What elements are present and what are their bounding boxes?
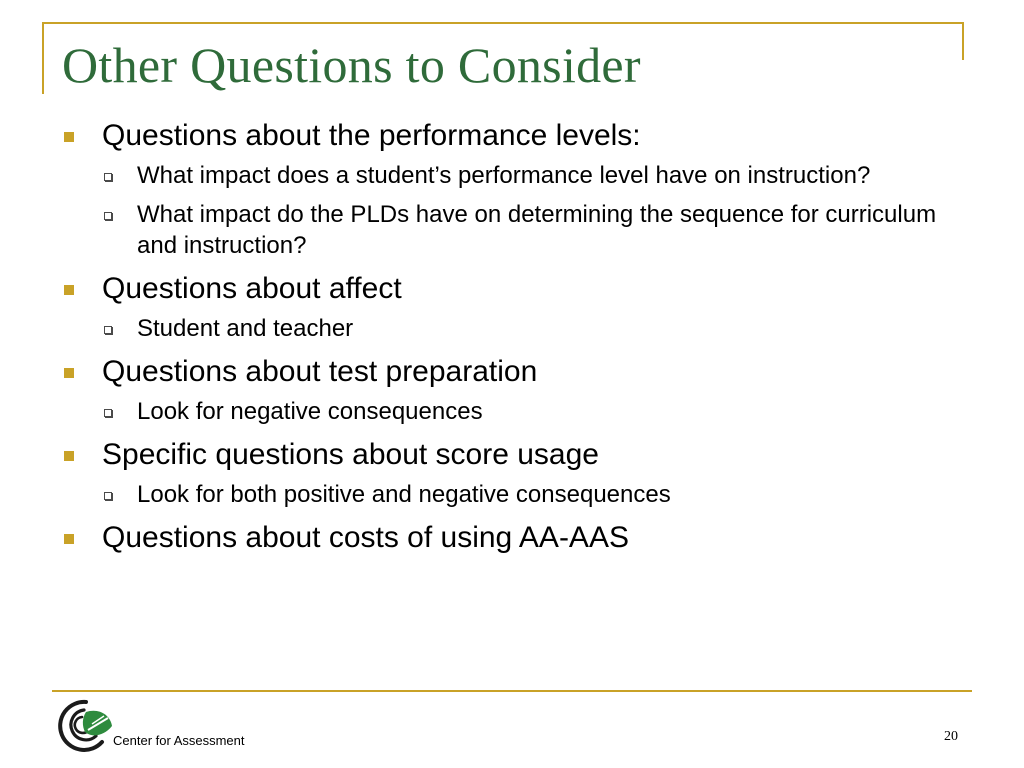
footer-org-name: Center for Assessment <box>113 733 245 748</box>
bullet-text: Questions about the performance levels: <box>102 119 641 152</box>
bullet-text: Questions about affect <box>102 272 402 305</box>
bullet-item <box>62 271 962 344</box>
sub-bullet <box>62 199 962 261</box>
sub-bullet-list <box>62 160 962 261</box>
sub-bullet-list <box>62 313 962 344</box>
bullet-text: Questions about costs of using AA-AAS <box>102 521 629 554</box>
hollow-square-bullet-icon <box>104 173 112 181</box>
bullet-text: Questions about test preparation <box>102 355 538 388</box>
square-bullet-icon <box>64 132 74 142</box>
sub-bullet-text: Look for both positive and negative consequences <box>137 481 671 508</box>
hollow-square-bullet-icon <box>104 409 112 417</box>
sub-bullet-text: Look for negative consequences <box>137 398 483 425</box>
sub-bullet <box>62 313 962 344</box>
hollow-square-bullet-icon <box>104 212 112 220</box>
sub-bullet-text: Student and teacher <box>137 315 354 342</box>
footer-divider <box>52 690 972 692</box>
sub-bullet-text: What impact does a student’s performance level have on instruction? <box>137 162 871 189</box>
hollow-square-bullet-icon <box>104 492 112 500</box>
bullet-item <box>62 118 962 261</box>
title-frame-left-border <box>42 22 44 94</box>
bullet-item <box>62 437 962 510</box>
title-frame-right-border <box>962 22 964 60</box>
square-bullet-icon <box>64 368 74 378</box>
sub-bullet-list <box>62 479 962 510</box>
title-frame-top-border <box>42 22 964 24</box>
square-bullet-icon <box>64 285 74 295</box>
hollow-square-bullet-icon <box>104 326 112 334</box>
slide-title: Other Questions to Consider <box>62 37 641 93</box>
sub-bullet <box>62 160 962 191</box>
bullet-item <box>62 520 962 556</box>
sub-bullet-list <box>62 396 962 427</box>
bullet <box>62 520 962 556</box>
bullet-list <box>62 118 962 556</box>
sub-bullet <box>62 479 962 510</box>
bullet-item <box>62 354 962 427</box>
bullet-text: Specific questions about score usage <box>102 438 599 471</box>
sub-bullet <box>62 396 962 427</box>
bullet <box>62 437 962 473</box>
square-bullet-icon <box>64 451 74 461</box>
sub-bullet-text: What impact do the PLDs have on determining the sequence for curriculum and instruction? <box>137 201 937 259</box>
bullet <box>62 118 962 154</box>
square-bullet-icon <box>64 534 74 544</box>
page-number: 20 <box>944 729 958 744</box>
bullet <box>62 354 962 390</box>
center-for-assessment-logo-icon <box>52 696 114 752</box>
bullet <box>62 271 962 307</box>
